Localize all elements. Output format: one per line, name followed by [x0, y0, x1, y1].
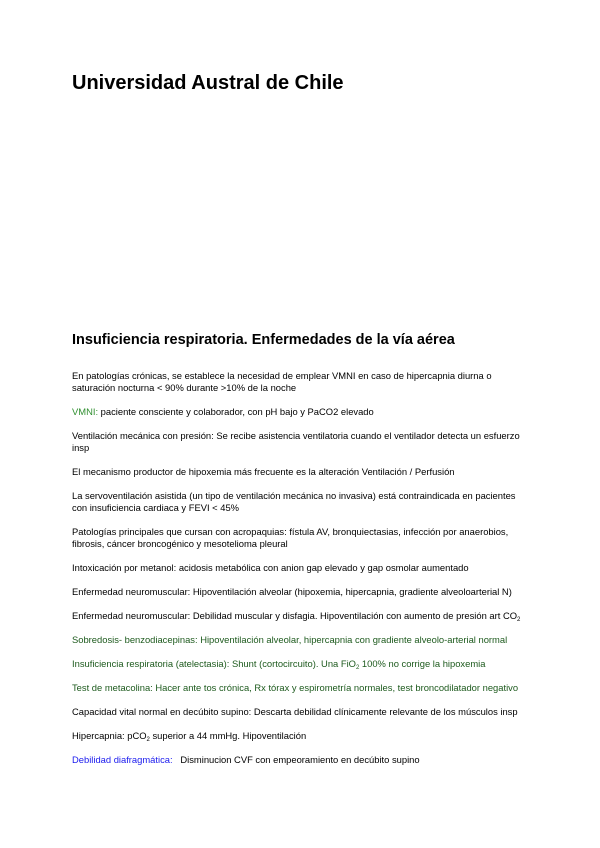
note-label: Debilidad diafragmática: — [72, 754, 173, 765]
note-paragraph — [72, 466, 532, 478]
note-text: Intoxicación por metanol: acidosis metabólica con anion gap elevado y gap osmolar aumentado — [72, 562, 469, 573]
note-paragraph — [72, 562, 532, 574]
note-paragraph — [72, 754, 532, 766]
notes-list — [72, 370, 532, 778]
note-text: El mecanismo productor de hipoxemia más frecuente es la alteración Ventilación / Perfusión — [72, 466, 455, 477]
note-text: En patologías crónicas, se establece la necesidad de emplear VMNI en caso de hipercapnia diurna o saturación nocturna < 90% durante >10% de la noche — [72, 370, 492, 393]
note-paragraph — [72, 610, 532, 622]
note-paragraph — [72, 490, 532, 514]
note-paragraph — [72, 658, 532, 670]
section-heading: Insuficiencia respiratoria. Enfermedades de la vía aérea — [72, 332, 455, 348]
note-text: Patologías principales que cursan con acropaquias: fístula AV, bronquiectasias, infección por anaerobios, fibrosis, cáncer broncogénico y mesotelioma pleural — [72, 526, 509, 549]
note-text: Insuficiencia respiratoria (atelectasia): Shunt (cortocircuito). Una FiO — [72, 658, 356, 669]
note-label: VMNI: — [72, 406, 99, 417]
subscript: 2 — [146, 737, 150, 743]
note-text: superior a 44 mmHg. Hipoventilación — [149, 730, 307, 741]
note-text: Test de metacolina: Hacer ante tos crónica, Rx tórax y espirometría normales, test broncodilatador negativo — [72, 682, 519, 693]
subscript: 2 — [517, 617, 521, 623]
note-text: Disminucion CVF con empeoramiento en decúbito supino — [172, 754, 420, 765]
note-text: Enfermedad neuromuscular: Hipoventilación alveolar (hipoxemia, hipercapnia, gradiente alveoloarterial N) — [72, 586, 512, 597]
document-title: Universidad Austral de Chile — [72, 72, 344, 94]
note-text: Sobredosis- benzodiacepinas: Hipoventilación alveolar, hipercapnia con gradiente alveolo-arterial normal — [72, 634, 508, 645]
note-text: Hipercapnia: pCO — [72, 730, 147, 741]
note-paragraph — [72, 370, 532, 394]
note-paragraph — [72, 430, 532, 454]
note-paragraph — [72, 586, 532, 598]
note-paragraph — [72, 526, 532, 550]
note-text: 100% no corrige la hipoxemia — [359, 658, 486, 669]
note-text: Ventilación mecánica con presión: Se recibe asistencia ventilatoria cuando el ventilador detecta un esfuerzo insp — [72, 430, 520, 453]
note-text: paciente consciente y colaborador, con pH bajo y PaCO2 elevado — [98, 406, 374, 417]
note-paragraph — [72, 706, 532, 718]
subscript: 2 — [355, 665, 360, 671]
note-text: Enfermedad neuromuscular: Debilidad muscular y disfagia. Hipoventilación con aumento de presión art CO — [72, 610, 518, 621]
note-paragraph — [72, 406, 532, 418]
note-text: Capacidad vital normal en decúbito supino: Descarta debilidad clínicamente relevante de los músculos insp — [72, 706, 518, 717]
note-paragraph — [72, 730, 532, 742]
note-text: La servoventilación asistida (un tipo de ventilación mecánica no invasiva) está contraindicada en pacientes con insuficiencia cardiaca y FEVI < 45% — [72, 490, 516, 513]
note-paragraph — [72, 682, 532, 694]
note-paragraph — [72, 634, 532, 646]
